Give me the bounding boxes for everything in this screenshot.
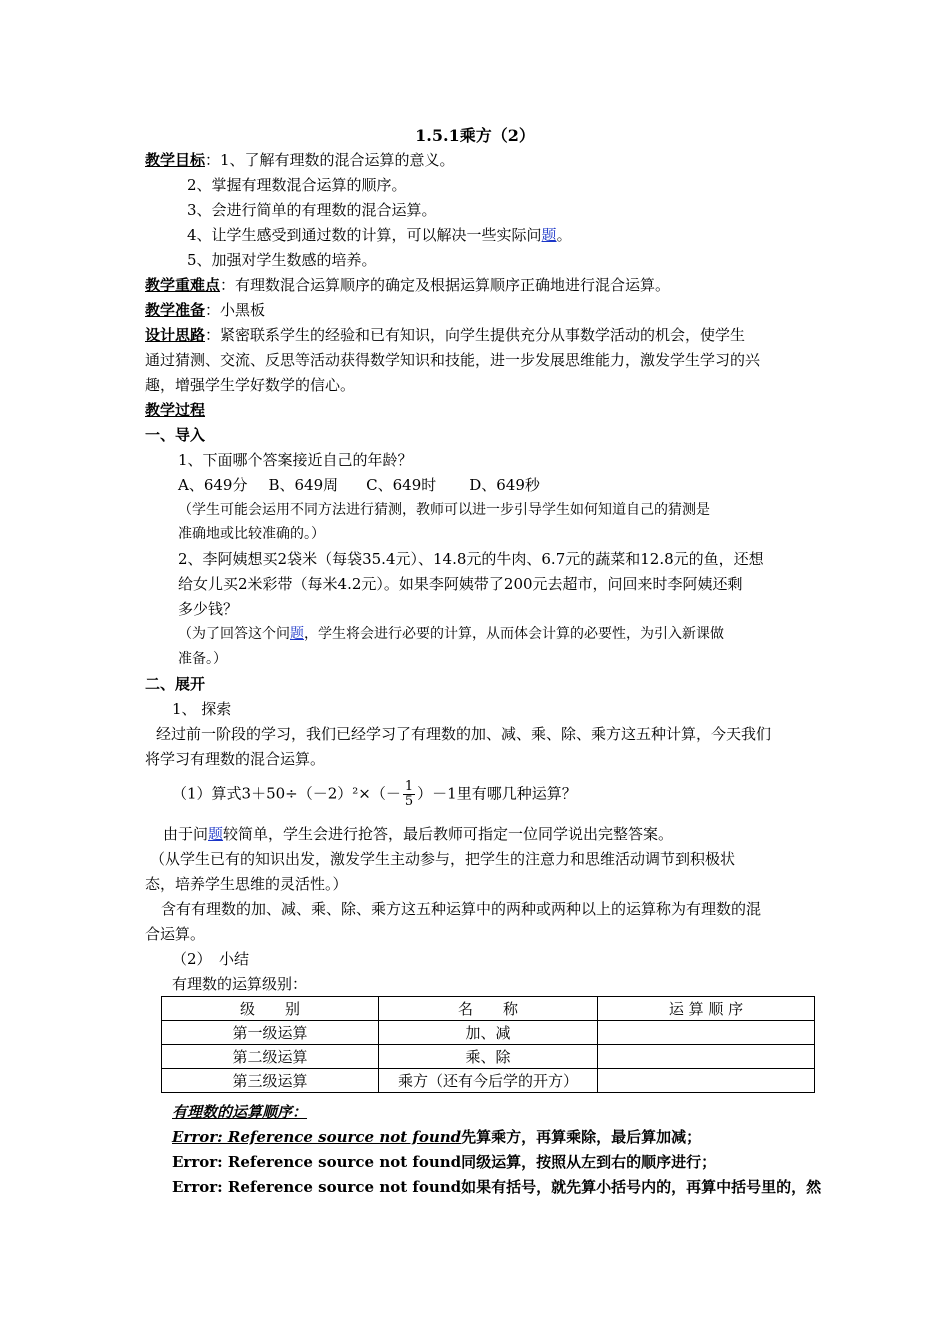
fraction-one-fifth <box>403 780 415 809</box>
design-label: 设计思路 <box>145 326 206 344</box>
prep-text: ：小黑板 <box>205 301 266 319</box>
answer-head: 由于问 <box>163 825 209 843</box>
note-1-line-1: （学生可能会运用不同方法进行猜测，教师可以进一步引导学生如何知道自己的猜测是 <box>178 502 710 518</box>
key-points-text: ：有理数混合运算顺序的确定及根据运算顺序正确地进行混合运算。 <box>220 276 671 294</box>
note-3-line-2: 态，培养学生思维的灵活性。） <box>145 875 348 893</box>
process-heading: 教学过程 <box>145 401 206 419</box>
goal-line-1 <box>145 148 455 172</box>
order-rule-1-error: Error: Reference source not found <box>172 1128 462 1146</box>
order-rule-3-error: Error: Reference source not found <box>172 1178 462 1196</box>
option-a: A、649分 <box>178 476 248 494</box>
note-2-line-2: 准备。） <box>178 651 227 667</box>
definition-line-1: 含有有理数的加、减、乘、除、乘方这五种运算中的两种或两种以上的运算称为有理数的混 <box>161 900 762 918</box>
goal-item-1: ：1、了解有理数的混合运算的意义。 <box>205 151 455 169</box>
expression-head: （1）算式3＋50÷（－2）²×（－ <box>172 784 401 803</box>
table-cell <box>598 1069 815 1093</box>
key-points-line <box>145 273 670 297</box>
design-text-1: ：紧密联系学生的经验和已有知识，向学生提供充分从事数学活动的机会，使学生 <box>205 326 746 344</box>
order-rule-2-text: 同级运算，按照从左到右的顺序进行； <box>461 1153 717 1171</box>
option-d: D、649秒 <box>469 476 540 494</box>
goal-item-3: 3、会进行简单的有理数的混合运算。 <box>187 201 437 219</box>
table-header-row <box>162 997 815 1021</box>
table-cell: 乘、除 <box>379 1045 598 1069</box>
question-1: 1、下面哪个答案接近自己的年龄？ <box>178 451 413 469</box>
expression-tail: ）－1里有哪几种运算？ <box>417 784 577 803</box>
fraction-denominator: 5 <box>404 794 414 809</box>
goal-item-4: 4、让学生感受到通过数的计算，可以解决一些实际问 <box>187 226 542 244</box>
question-2-line-2: 给女儿买2米彩带（每米4.2元）。如果李阿姨带了200元去超市，问回来时李阿姨还剩 <box>178 575 743 593</box>
order-rule-1 <box>172 1125 701 1149</box>
goals-label: 教学目标 <box>145 151 206 169</box>
answer-line <box>163 822 673 846</box>
question-2-line-1: 2、李阿姨想买2袋米（每袋35.4元）、14.8元的牛肉、6.7元的蔬菜和12.8元的鱼，还想 <box>178 550 764 568</box>
order-rule-2-error: Error: Reference source not found <box>172 1153 462 1171</box>
order-rule-2 <box>172 1150 716 1174</box>
design-line-1 <box>145 323 745 347</box>
section2-heading: 二、展开 <box>145 675 206 693</box>
table-row <box>162 1021 815 1045</box>
answer-tail: 较简单，学生会进行抢答，最后教师可指定一位同学说出完整答案。 <box>223 825 674 843</box>
levels-caption: 有理数的运算级别： <box>172 975 308 993</box>
order-rule-3 <box>172 1175 821 1199</box>
intro-line-1: 经过前一阶段的学习，我们已经学习了有理数的加、减、乘、除、乘方这五种计算，今天我们 <box>156 725 772 743</box>
option-c: C、649时 <box>366 476 437 494</box>
table-cell: 第一级运算 <box>162 1021 379 1045</box>
note-2-tail: ，学生将会进行必要的计算，从而体会计算的必要性，为引入新课做 <box>304 626 724 642</box>
table-row <box>162 1045 815 1069</box>
section1-heading: 一、导入 <box>145 426 206 444</box>
design-text-2: 通过猜测、交流、反思等活动获得数学知识和技能，进一步发展思维能力，激发学生学习的兴 <box>145 351 761 369</box>
note-1-line-2: 准确地或比较准确的。） <box>178 526 325 542</box>
question-2-line-3: 多少钱？ <box>178 600 239 618</box>
option-b: B、649周 <box>268 476 339 494</box>
explore-heading: 1、 探索 <box>172 700 232 718</box>
goal-item-2: 2、掌握有理数混合运算的顺序。 <box>187 176 407 194</box>
table-cell <box>598 1045 815 1069</box>
key-points-label: 教学重难点 <box>145 276 221 294</box>
table-cell: 第三级运算 <box>162 1069 379 1093</box>
expression-line <box>172 780 577 809</box>
prep-line <box>145 298 265 322</box>
prep-label: 教学准备 <box>145 301 206 319</box>
order-rule-1-text: 先算乘方，再算乘除，最后算加减； <box>461 1128 702 1146</box>
note-2-link[interactable]: 题 <box>290 626 304 642</box>
table-row <box>162 1069 815 1093</box>
table-cell: 第二级运算 <box>162 1045 379 1069</box>
fraction-numerator: 1 <box>404 779 414 794</box>
note-3-line-1: （从学生已有的知识出发，激发学生主动参与，把学生的注意力和思维活动调节到积极状 <box>150 850 736 868</box>
definition-line-2: 合运算。 <box>145 925 206 943</box>
goal-item-5: 5、加强对学生数感的培养。 <box>187 251 377 269</box>
page-title: 1.5.1乘方（2） <box>415 126 535 145</box>
goal-item-4-link[interactable]: 题 <box>541 226 557 244</box>
options-row <box>178 473 540 497</box>
intro-line-2: 将学习有理数的混合运算。 <box>145 750 326 768</box>
header-order: 运 算 顺 序 <box>598 997 815 1021</box>
order-heading: 有理数的运算顺序： <box>172 1103 308 1121</box>
header-level: 级 别 <box>162 997 379 1021</box>
summary-heading: （2） 小结 <box>172 950 250 968</box>
answer-link[interactable]: 题 <box>208 825 224 843</box>
order-rule-3-text: 如果有括号，就先算小括号内的，再算中括号里的，然 <box>461 1178 822 1196</box>
table-cell <box>598 1021 815 1045</box>
operation-levels-table <box>161 996 815 1093</box>
goal-item-4-tail: 。 <box>556 226 572 244</box>
design-text-3: 趣，增强学生学好数学的信心。 <box>145 376 356 394</box>
goal-line-4 <box>187 223 572 247</box>
note-2-head: （为了回答这个问 <box>178 626 290 642</box>
table-cell: 乘方（还有今后学的开方） <box>379 1069 598 1093</box>
note-2-line-1 <box>178 622 724 646</box>
table-cell: 加、减 <box>379 1021 598 1045</box>
header-name: 名 称 <box>379 997 598 1021</box>
